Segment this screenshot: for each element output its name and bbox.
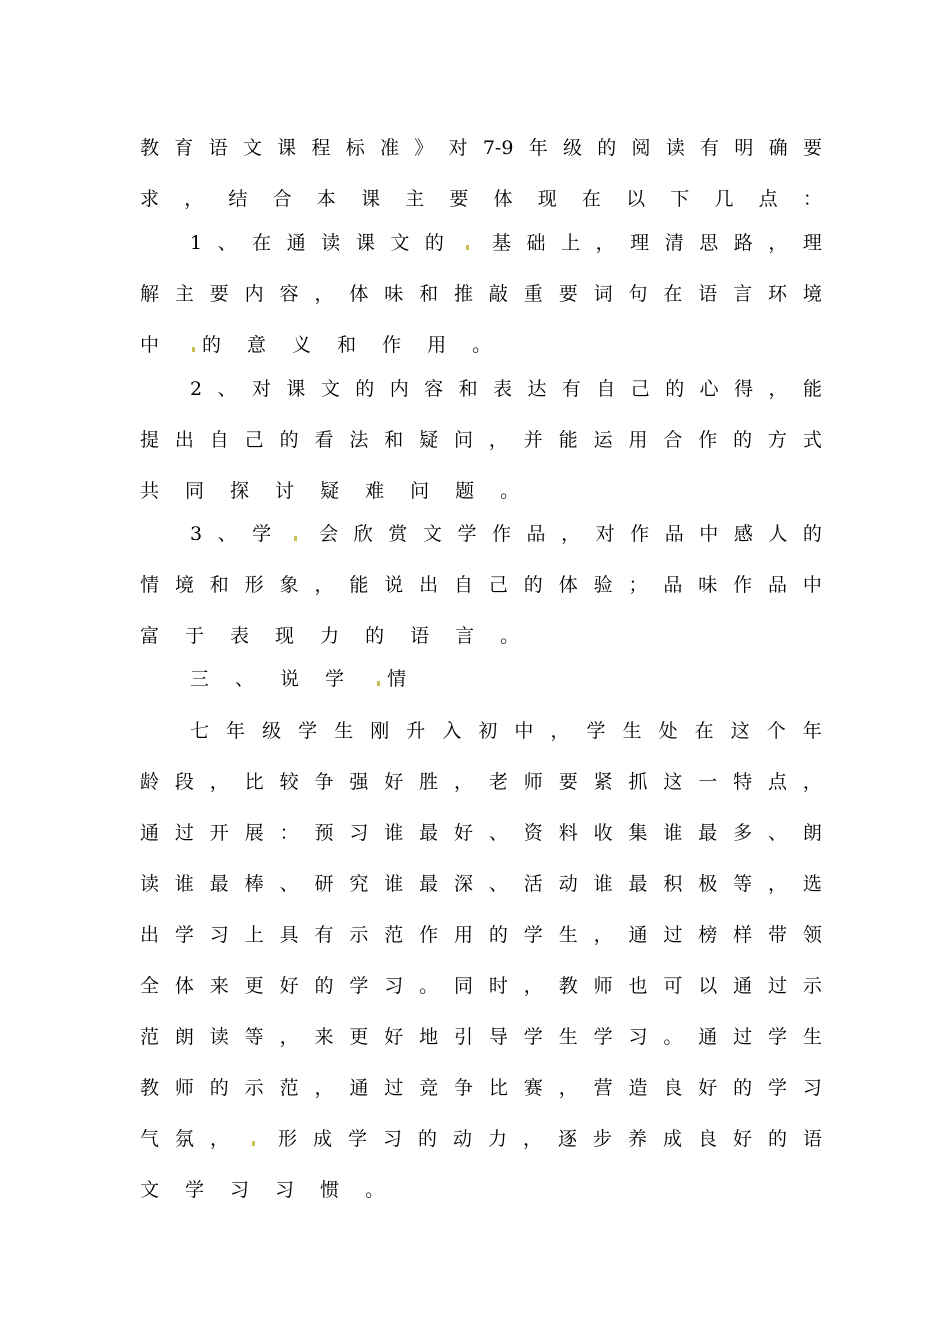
text-line: 共 同 探 讨 疑 难 问 题 。 bbox=[140, 480, 520, 502]
text-line: 提 出 自 己 的 看 法 和 疑 问 ， 并 能 运 用 合 作 的 方 式 bbox=[140, 429, 822, 451]
marker-dot bbox=[192, 347, 195, 352]
text-line: 出 学 习 上 具 有 示 范 作 用 的 学 生 ， 通 过 榜 样 带 领 bbox=[140, 924, 822, 946]
text-line: 中 的 意 义 和 作 用 。 bbox=[140, 334, 492, 356]
text-line: 2 、 对 课 文 的 内 容 和 表 达 有 自 己 的 心 得 ， 能 bbox=[190, 378, 822, 400]
text-line: 文 学 习 习 惯 。 bbox=[140, 1179, 385, 1201]
text-line: 教 育 语 文 课 程 标 准 》 对 7-9 年 级 的 阅 读 有 明 确 要 bbox=[140, 137, 822, 159]
text-line: 七 年 级 学 生 刚 升 入 初 中 ， 学 生 处 在 这 个 年 bbox=[190, 720, 822, 742]
text-line: 通 过 开 展 ： 预 习 谁 最 好 、 资 料 收 集 谁 最 多 、 朗 bbox=[140, 822, 822, 844]
text-line: 富 于 表 现 力 的 语 言 。 bbox=[140, 625, 520, 647]
marker-dot bbox=[252, 1141, 255, 1146]
marker-dot bbox=[466, 245, 469, 250]
text-line: 范 朗 读 等 ， 来 更 好 地 引 导 学 生 学 习 。 通 过 学 生 bbox=[140, 1026, 822, 1048]
text-line: 3 、 学 会 欣 赏 文 学 作 品 ， 对 作 品 中 感 人 的 bbox=[190, 523, 822, 545]
text-line: 读 谁 最 棒 、 研 究 谁 最 深 、 活 动 谁 最 积 极 等 ， 选 bbox=[140, 873, 822, 895]
text-line: 1 、 在 通 读 课 文 的 基 础 上 ， 理 清 思 路 ， 理 bbox=[190, 232, 822, 254]
text-line: 全 体 来 更 好 的 学 习 。 同 时 ， 教 师 也 可 以 通 过 示 bbox=[140, 975, 822, 997]
text-line: 情 境 和 形 象 ， 能 说 出 自 己 的 体 验 ； 品 味 作 品 中 bbox=[140, 574, 822, 596]
text-line: 教 师 的 示 范 ， 通 过 竞 争 比 赛 ， 营 造 良 好 的 学 习 bbox=[140, 1077, 822, 1099]
text-line: 龄 段 ， 比 较 争 强 好 胜 ， 老 师 要 紧 抓 这 一 特 点 ， bbox=[140, 771, 822, 793]
section-heading: 三 、 说 学 情 bbox=[190, 668, 407, 690]
marker-dot bbox=[294, 536, 297, 541]
text-line: 解 主 要 内 容 ， 体 味 和 推 敲 重 要 词 句 在 语 言 环 境 bbox=[140, 283, 822, 305]
marker-dot bbox=[377, 681, 380, 686]
text-line: 气 氛 ， 形 成 学 习 的 动 力 ， 逐 步 养 成 良 好 的 语 bbox=[140, 1128, 822, 1150]
text-line: 求 ， 结 合 本 课 主 要 体 现 在 以 下 几 点 ： bbox=[140, 188, 822, 210]
